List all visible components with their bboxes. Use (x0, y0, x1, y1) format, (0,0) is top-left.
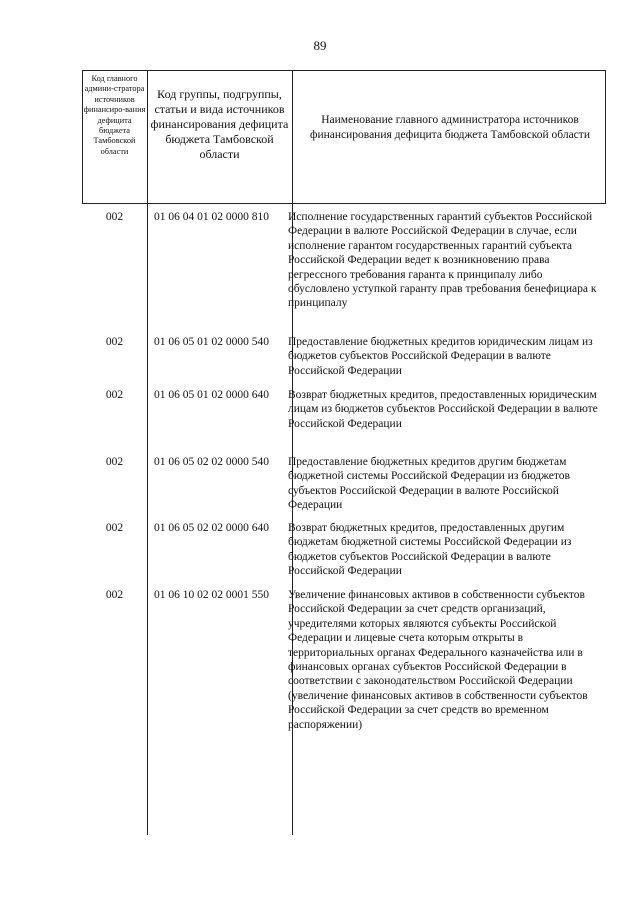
admin-code-cell: 002 (105, 456, 124, 468)
source-code-cell: 01 06 05 01 02 0000 640 (154, 389, 269, 401)
table-top-border (82, 70, 606, 71)
column-divider-1 (147, 70, 148, 835)
header-name: Наименование главного администратора источников финансирования дефицита бюджета Тамбовской области (310, 114, 590, 141)
header-bottom-border (82, 203, 606, 204)
page-number: 89 (313, 38, 327, 53)
name-cell: Возврат бюджетных кредитов, предоставленных другим бюджетам бюджетной системы Российской Федерации из бюджетов субъектов Российской Федерации в валюте Российской Федерации (288, 522, 572, 578)
header-admin-code: Код главного админи-стратора источников финансиро-вания дефицита бюджета Тамбовской области (83, 74, 146, 156)
source-code-cell: 01 06 04 01 02 0000 810 (154, 211, 269, 223)
name-cell: Предоставление бюджетных кредитов другим бюджетам бюджетной системы Российской Федерации из бюджетов субъектов Российской Федерации в валюте Российской Федерации (288, 456, 570, 512)
admin-code-cell: 002 (105, 589, 124, 601)
admin-code-cell: 002 (105, 211, 124, 223)
name-cell: Исполнение государственных гарантий субъектов Российской Федерации в валюте Российской Федерации в случае, если исполнение гарантом государственных гарантий субъекта Российской Федерации ведет к возникновению права регрессного требования гаранта к принципалу либо обусловлено уступкой гаранту прав требования бенефициара к принципалу (288, 211, 597, 310)
admin-code-cell: 002 (105, 389, 124, 401)
source-code-cell: 01 06 05 02 02 0000 640 (154, 522, 269, 534)
admin-code-cell: 002 (105, 336, 124, 348)
source-code-cell: 01 06 10 02 02 0001 550 (154, 589, 269, 601)
sources-table (82, 70, 606, 835)
source-code-cell: 01 06 05 02 02 0000 540 (154, 456, 269, 468)
source-code-cell: 01 06 05 01 02 0000 540 (154, 336, 269, 348)
name-cell: Предоставление бюджетных кредитов юридическим лицам из бюджетов субъектов Российской Федерации в валюте Российской Федерации (288, 336, 593, 377)
name-cell: Увеличение финансовых активов в собственности субъектов Российской Федерации за счет средств организаций, учредителями которых являются субъекты Российской Федерации и лицевые счета которым открыты в территориальных органах Федерального казначейства или в финансовых органах субъектов Российской Федерации в соответствии с законодательством Российской Федерации (увеличение финансовых активов в собственности субъектов Российской Федерации за счет средств во временном распоряжении) (288, 589, 588, 731)
name-cell: Возврат бюджетных кредитов, предоставленных юридическим лицам из бюджетов субъектов Российской Федерации в валюте Российской Федерации (288, 389, 598, 430)
header-source-code: Код группы, подгруппы, статьи и вида источников финансирования дефицита бюджета Тамбовской области (150, 87, 289, 161)
admin-code-cell: 002 (105, 522, 124, 534)
